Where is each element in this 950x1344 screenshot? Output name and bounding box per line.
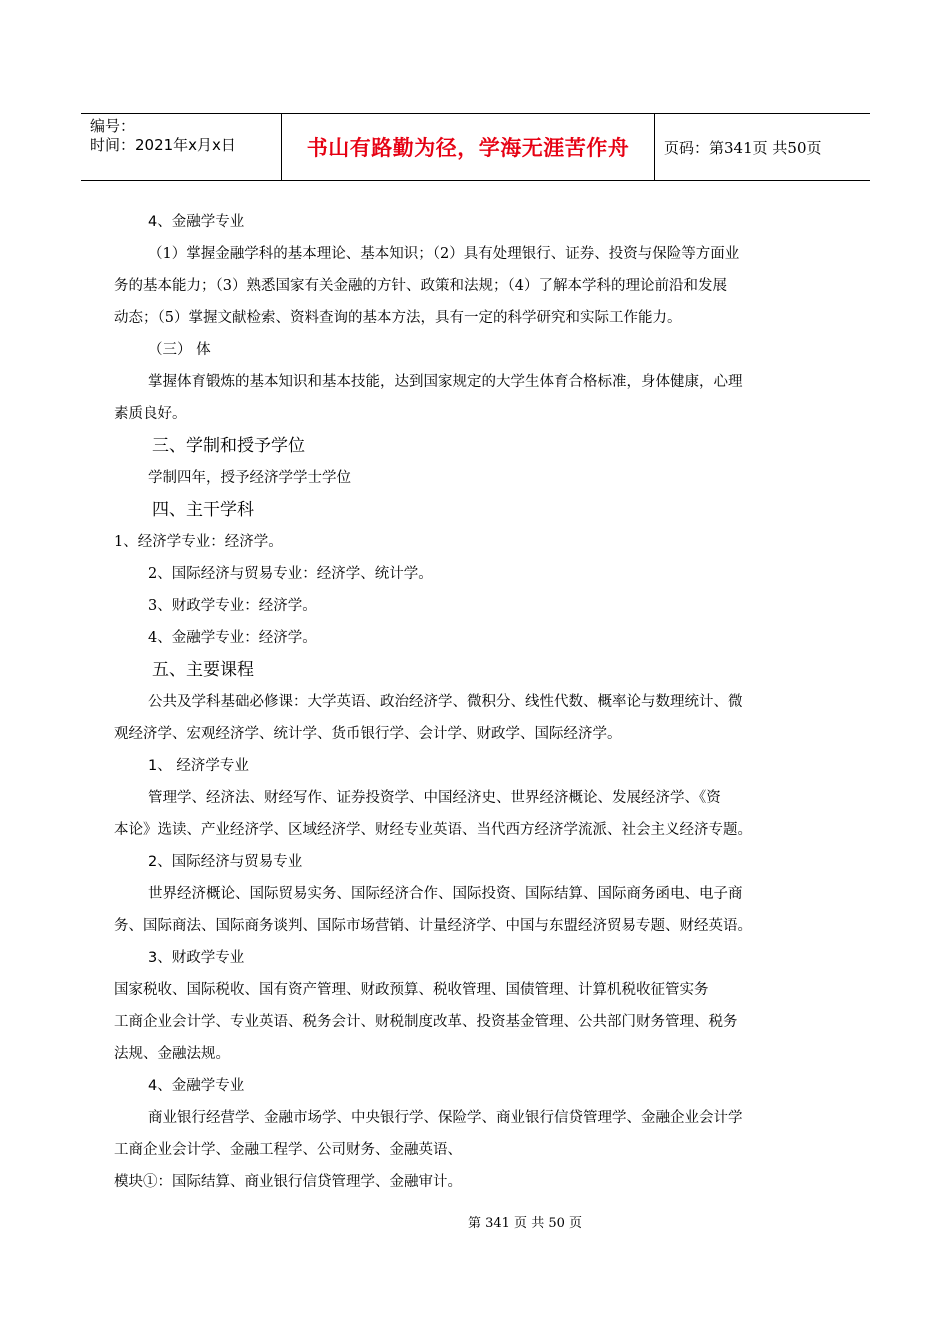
document-number-label: 编号： [90, 117, 136, 135]
body-text-line: 1、经济学专业：经济学。 [114, 534, 283, 550]
section-heading: 2、国际经济与贸易专业 [148, 854, 303, 870]
body-text-line: 4、金融学专业：经济学。 [148, 630, 317, 646]
body-text-line: 掌握体育锻炼的基本知识和基本技能，达到国家规定的大学生体育合格标准，身体健康，心理 [148, 374, 743, 390]
body-text-line: 2、国际经济与贸易专业：经济学、统计学。 [148, 566, 433, 582]
section-heading: 3、财政学专业 [148, 950, 245, 966]
body-text-line: （1）掌握金融学科的基本理论、基本知识；（2）具有处理银行、证券、投资与保险等方面业 [148, 246, 740, 262]
body-text-line: 动态；（5）掌握文献检索、资料查询的基本方法，具有一定的科学研究和实际工作能力。 [114, 310, 682, 326]
header-motto: 书山有路勤为径，学海无涯苦作舟 [306, 135, 630, 160]
body-text-line: 工商企业会计学、专业英语、税务会计、财税制度改革、投资基金管理、公共部门财务管理、税务 [114, 1014, 738, 1030]
body-text-line: 观经济学、宏观经济学、统计学、货币银行学、会计学、财政学、国际经济学。 [114, 726, 622, 742]
section-heading: 五、主要课程 [152, 660, 254, 680]
body-text-line: 本论》选读、产业经济学、区域经济学、财经专业英语、当代西方经济学流派、社会主义经济专题。 [114, 822, 752, 838]
body-text-line: 法规、金融法规。 [114, 1046, 230, 1062]
header-meta [81, 114, 281, 180]
header-motto-cell [281, 114, 655, 180]
body-text-line: 模块①：国际结算、商业银行信贷管理学、金融审计。 [114, 1174, 462, 1190]
body-text-line: 务、国际商法、国际商务谈判、国际市场营销、计量经济学、中国与东盟经济贸易专题、财经英语。 [114, 918, 752, 934]
section-heading: 四、主干学科 [152, 500, 254, 520]
header-page-cell [655, 114, 870, 180]
section-heading: 三、学制和授予学位 [152, 436, 305, 456]
body-text-line: 世界经济概论、国际贸易实务、国际经济合作、国际投资、国际结算、国际商务函电、电子商 [148, 886, 743, 902]
section-heading: 4、金融学专业 [148, 214, 245, 230]
body-text-line: 学制四年，授予经济学学士学位 [148, 470, 351, 486]
body-text-line: 务的基本能力；（3）熟悉国家有关金融的方针、政策和法规；（4）了解本学科的理论前沿和发展 [114, 278, 727, 294]
body-text-line: 3、财政学专业：经济学。 [148, 598, 317, 614]
page-header [81, 113, 870, 181]
document-body [114, 206, 844, 1198]
body-text-line: 国家税收、国际税收、国有资产管理、财政预算、税收管理、国债管理、计算机税收征管实务 [114, 982, 709, 998]
section-heading: （三） 体 [148, 342, 211, 358]
page-footer: 第 341 页 共 50 页 [467, 1216, 583, 1231]
header-page-label: 页码：第341页 共50页 [664, 138, 822, 157]
body-text-line: 工商企业会计学、金融工程学、公司财务、金融英语、 [114, 1142, 462, 1158]
document-time-label: 时间：2021年x月x日 [90, 136, 236, 154]
body-text-line: 管理学、经济法、财经写作、证券投资学、中国经济史、世界经济概论、发展经济学、《资 [148, 790, 721, 806]
body-text-line: 商业银行经营学、金融市场学、中央银行学、保险学、商业银行信贷管理学、金融企业会计学 [148, 1110, 743, 1126]
body-text-line: 素质良好。 [114, 406, 187, 422]
section-heading: 4、金融学专业 [148, 1078, 245, 1094]
section-heading: 1、 经济学专业 [148, 758, 249, 774]
body-text-line: 公共及学科基础必修课：大学英语、政治经济学、微积分、线性代数、概率论与数理统计、微 [148, 694, 743, 710]
